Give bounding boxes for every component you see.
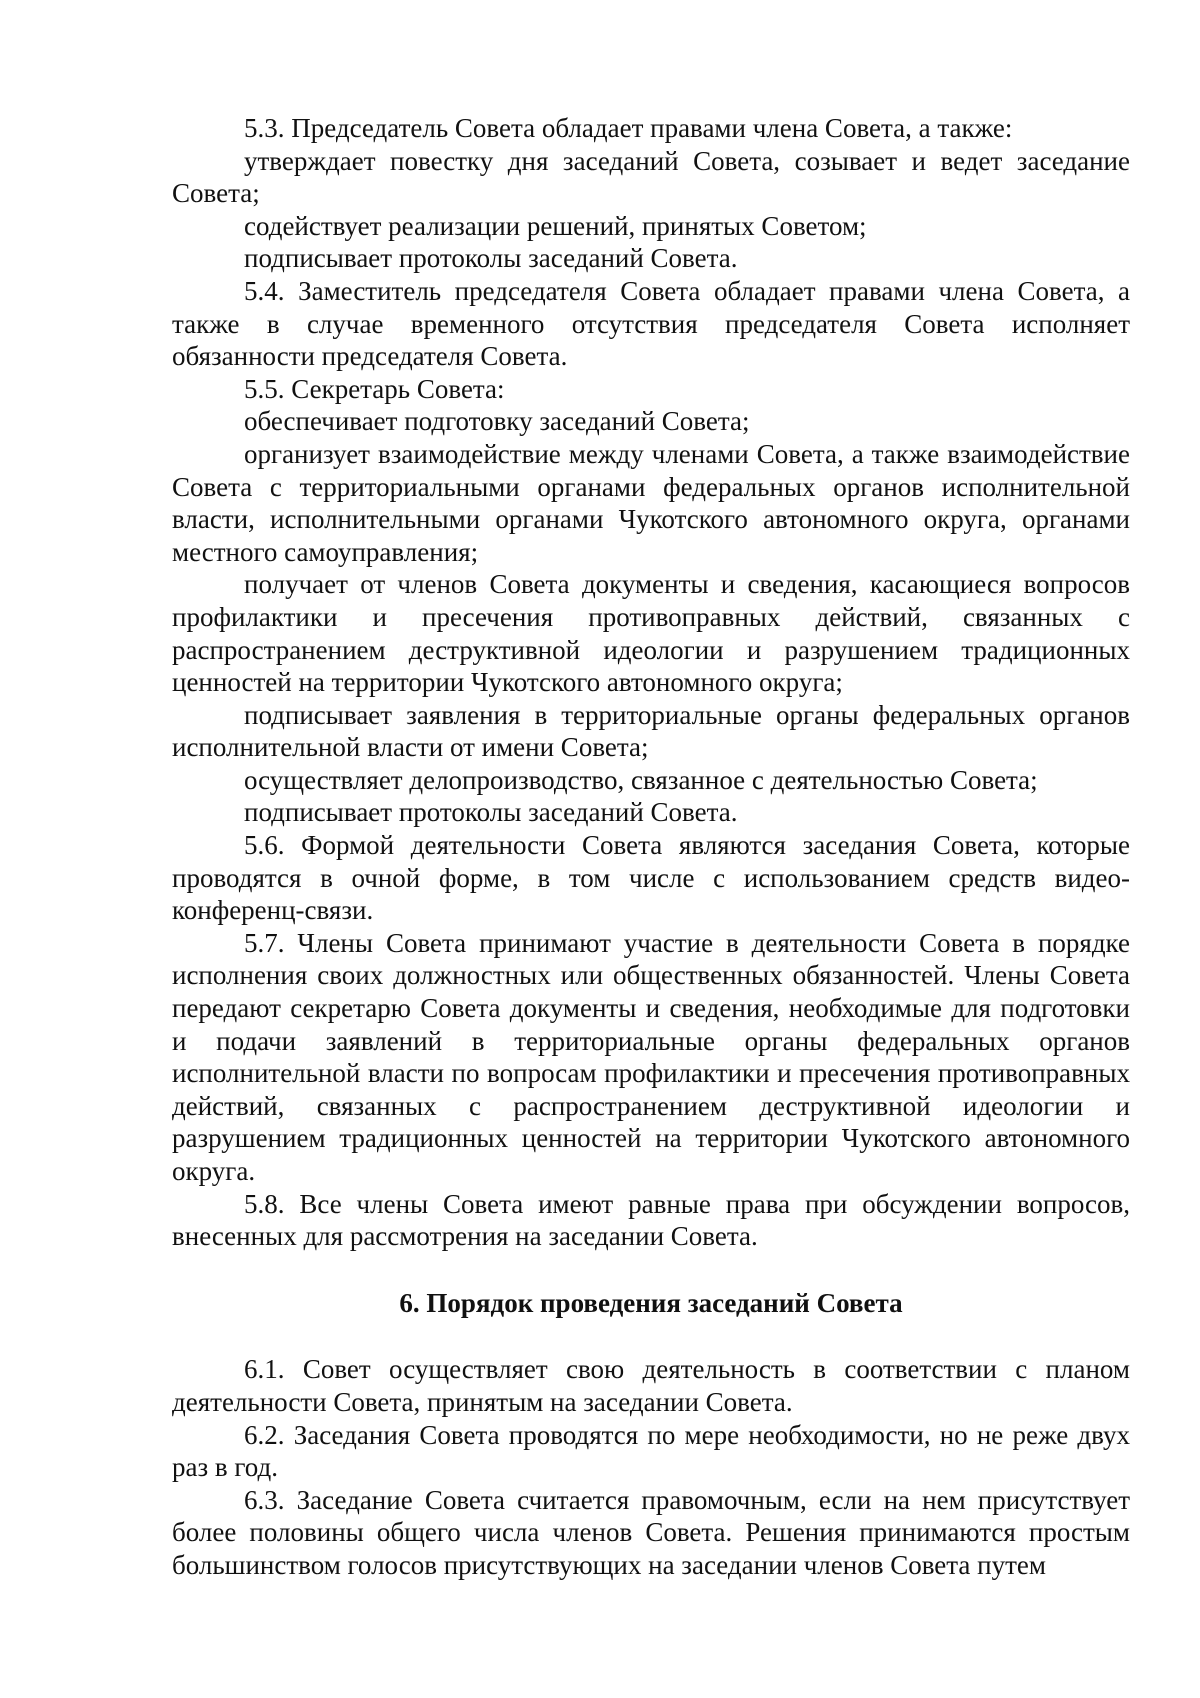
paragraph-5-5-item-preparation: обеспечивает подготовку заседаний Совета;	[244, 406, 750, 437]
paragraph-6-1: 6.1. Совет осуществляет свою деятельность в соответствии с планом деятельности Совета, принятым на заседании Совета.	[172, 1354, 1130, 1417]
paragraph-5-3-item-decisions: содействует реализации решений, принятых Советом;	[244, 210, 867, 241]
document-page	[172, 112, 1130, 1582]
paragraph-5-5-item-statements: подписывает заявления в территориальные органы федеральных органов исполнительной власти от имени Совета;	[172, 699, 1130, 763]
paragraph-6-3: 6.3. Заседание Совета считается правомочным, если на нем присутствует более половины общего числа членов Совета. Решения принимаются простым большинством голосов присутствующих на заседании членов Совета путем	[172, 1484, 1130, 1580]
paragraph-5-5-item-protocols: подписывает протоколы заседаний Совета.	[244, 797, 738, 828]
paragraph-5-5-item-records: осуществляет делопроизводство, связанное с деятельностью Совета;	[244, 764, 1038, 795]
paragraph-5-8: 5.8. Все члены Совета имеют равные права при обсуждении вопросов, внесенных для рассмотрения на заседании Совета.	[172, 1188, 1130, 1252]
paragraph-5-3: 5.3. Председатель Совета обладает правами члена Совета, а также:	[244, 113, 1013, 143]
section-heading: 6. Порядок проведения заседаний Совета	[399, 1287, 903, 1318]
paragraph-6-2: 6.2. Заседания Совета проводятся по мере необходимости, но не реже двух раз в год.	[172, 1419, 1130, 1483]
paragraph-5-6: 5.6. Формой деятельности Совета являются заседания Совета, которые проводятся в очной форме, в том числе с использованием средств видео-конференц-связи.	[172, 830, 1130, 926]
paragraph-5-5: 5.5. Секретарь Совета:	[244, 373, 505, 404]
paragraph-5-5-item-documents: получает от членов Совета документы и сведения, касающиеся вопросов профилактики и пресечения противоправных действий, связанных с распространением деструктивной идеологии и разрушением традиционных ценностей на территории Чукотского автономного округа;	[172, 569, 1130, 698]
paragraph-5-4: 5.4. Заместитель председателя Совета обладает правами члена Совета, а также в случае временного отсутствия председателя Совета исполняет обязанности председателя Совета.	[172, 275, 1130, 372]
paragraph-5-3-item-agenda: утверждает повестку дня заседаний Совета, созывает и ведет заседание Совета;	[172, 145, 1130, 209]
paragraph-5-7: 5.7. Члены Совета принимают участие в деятельности Совета в порядке исполнения своих должностных или общественных обязанностей. Члены Совета передают секретарю Совета документы и сведения, необходимые для подготовки и подачи заявлений в территориальные органы федеральных органов исполнительной власти по вопросам профилактики и пресечения противоправных действий, связанных с распространением деструктивной идеологии и разрушением традиционных ценностей на территории Чукотского автономного округа.	[172, 927, 1130, 1186]
paragraph-5-5-item-interaction: организует взаимодействие между членами Совета, а также взаимодействие Совета с территориальными органами федеральных органов исполнительной власти, исполнительными органами Чукотского автономного округа, органами местного самоуправления;	[172, 438, 1130, 567]
paragraph-5-3-item-protocols: подписывает протоколы заседаний Совета.	[244, 243, 738, 274]
